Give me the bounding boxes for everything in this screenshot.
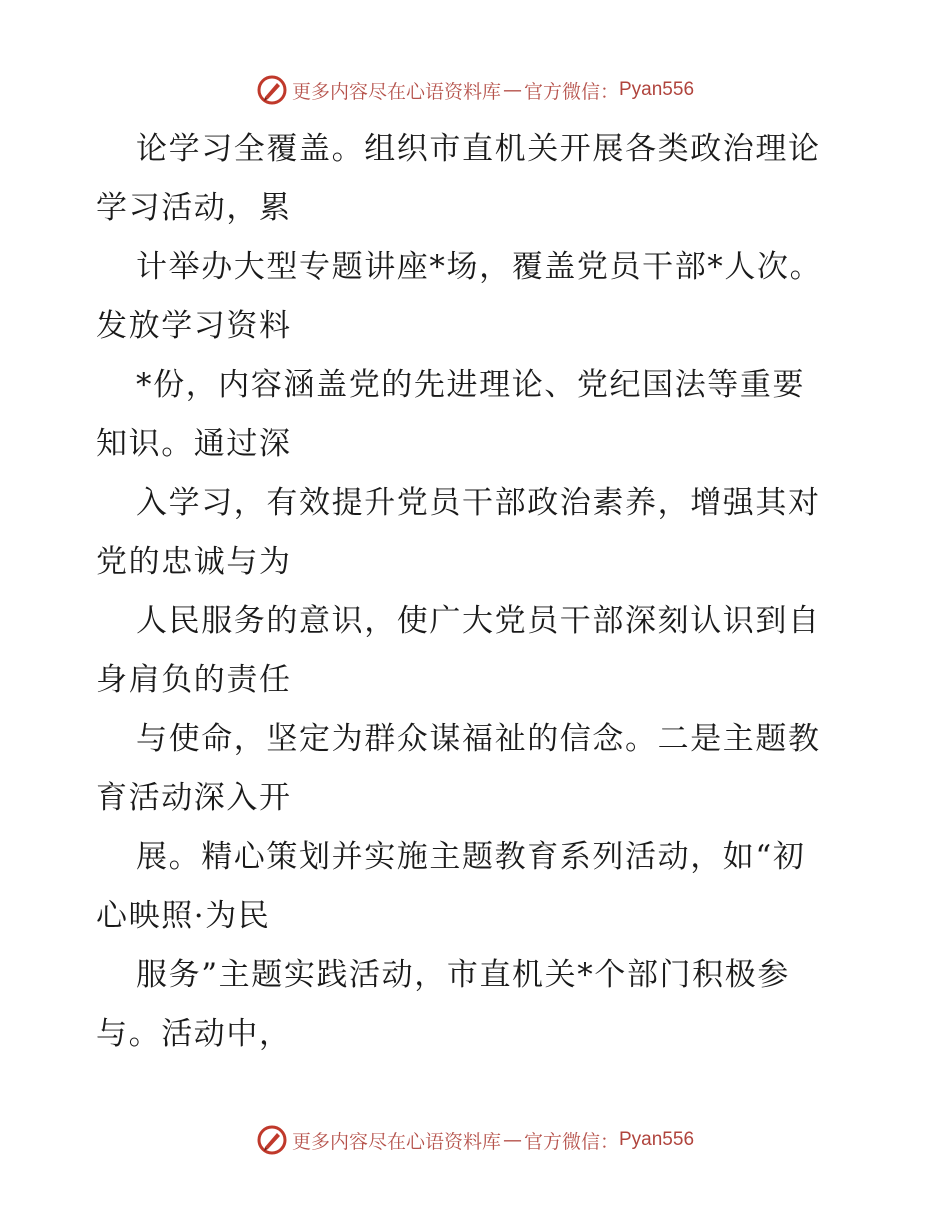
pen-logo-icon — [256, 1124, 288, 1156]
text-line: 身肩负的责任 — [96, 662, 292, 698]
watermark-text: 更多内容尽在心语资料库 — [291, 1130, 501, 1153]
text-line: 学习活动，累 — [96, 190, 292, 226]
header-watermark — [0, 70, 950, 110]
pen-logo-icon — [256, 74, 288, 106]
text-line: 与使命，坚定为群众谋福祉的信念。二是主题教 — [136, 721, 821, 757]
watermark-dash: — — [502, 79, 522, 101]
text-line: 论学习全覆盖。组织市直机关开展各类政治理论 — [136, 131, 821, 167]
text-line: 知识。通过深 — [96, 426, 292, 462]
text-line: 计举办大型专题讲座*场，覆盖党员干部*人次。 — [136, 249, 823, 285]
footer-watermark — [0, 1120, 950, 1160]
watermark-dash: — — [502, 1129, 522, 1151]
document-body — [96, 120, 866, 1064]
watermark-label: 官方微信： — [523, 1130, 619, 1153]
watermark-id: Pyan556 — [619, 1129, 695, 1150]
text-line: 党的忠诚与为 — [96, 544, 292, 580]
text-line: 服务”主题实践活动，市直机关*个部门积极参 — [136, 957, 790, 993]
text-line: *份，内容涵盖党的先进理论、党纪国法等重要 — [136, 367, 806, 403]
text-line: 入学习，有效提升党员干部政治素养，增强其对 — [136, 485, 821, 521]
text-line: 发放学习资料 — [96, 308, 292, 344]
watermark-label: 官方微信： — [523, 80, 619, 103]
text-line: 展。精心策划并实施主题教育系列活动，如“初 — [136, 839, 806, 875]
watermark-text: 更多内容尽在心语资料库 — [291, 80, 501, 103]
text-line: 人民服务的意识，使广大党员干部深刻认识到自 — [136, 603, 821, 639]
text-line: 心映照·为民 — [96, 898, 271, 934]
text-line: 与。活动中， — [96, 1016, 292, 1052]
watermark-id: Pyan556 — [619, 79, 695, 100]
text-line: 育活动深入开 — [96, 780, 292, 816]
